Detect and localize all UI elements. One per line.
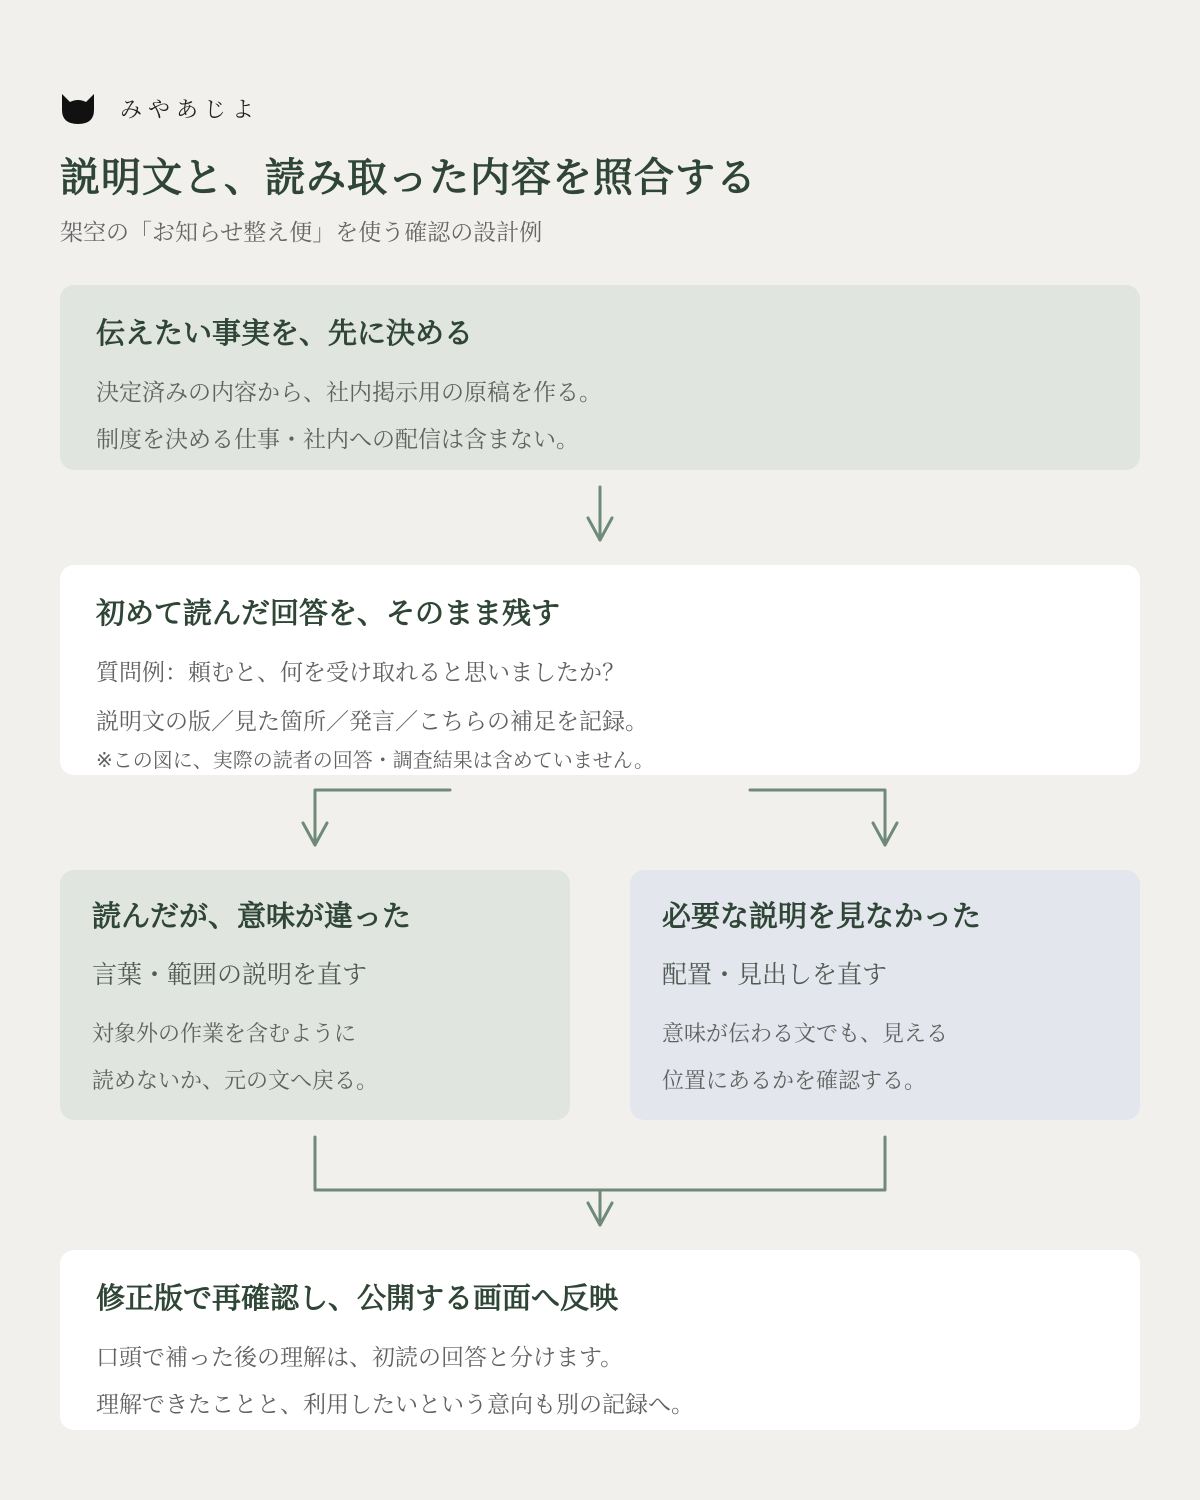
arrow-branch-left-icon: [303, 790, 450, 845]
step-text: 理解できたことと、利用したいという意向も別の記録へ。: [96, 1392, 694, 1418]
step-text: 質問例：頼むと、何を受け取れると思いましたか？: [96, 660, 625, 686]
step-note: ※この図に、実際の読者の回答・調査結果は含めていません。: [96, 748, 654, 772]
step-text: 口頭で補った後の理解は、初読の回答と分けます。: [96, 1345, 624, 1371]
branch-heading: 必要な説明を見なかった: [662, 899, 982, 933]
step-heading: 修正版で再確認し、公開する画面へ反映: [96, 1281, 619, 1315]
page-title: 説明文と、読み取った内容を照合する: [60, 155, 757, 201]
brand-name: みやあじよ: [120, 97, 261, 123]
arrow-merge-icon: [315, 1137, 885, 1225]
step-text: 決定済みの内容から、社内掲示用の原稿を作る。: [96, 380, 602, 406]
branch-text: 位置にあるかを確認する。: [662, 1069, 927, 1094]
branch-action: 言葉・範囲の説明を直す: [92, 960, 368, 989]
arrow-down-icon: [588, 487, 612, 540]
branch-heading: 読んだが、意味が違った: [92, 899, 412, 933]
step-heading: 伝えたい事実を、先に決める: [96, 316, 474, 350]
step-text: 説明文の版／見た箇所／発言／こちらの補足を記録。: [96, 709, 648, 735]
branch-text: 意味が伝わる文でも、見える: [662, 1022, 949, 1047]
arrow-branch-right-icon: [750, 790, 897, 845]
branch-action: 配置・見出しを直す: [662, 960, 888, 989]
step-text: 制度を決める仕事・社内への配信は含まない。: [96, 427, 579, 453]
branch-text: 対象外の作業を含むように: [92, 1022, 357, 1047]
branch-text: 読めないか、元の文へ戻る。: [92, 1069, 379, 1094]
step-heading: 初めて読んだ回答を、そのまま残す: [96, 596, 561, 630]
page-subtitle: 架空の「お知らせ整え便」を使う確認の設計例: [60, 220, 543, 246]
